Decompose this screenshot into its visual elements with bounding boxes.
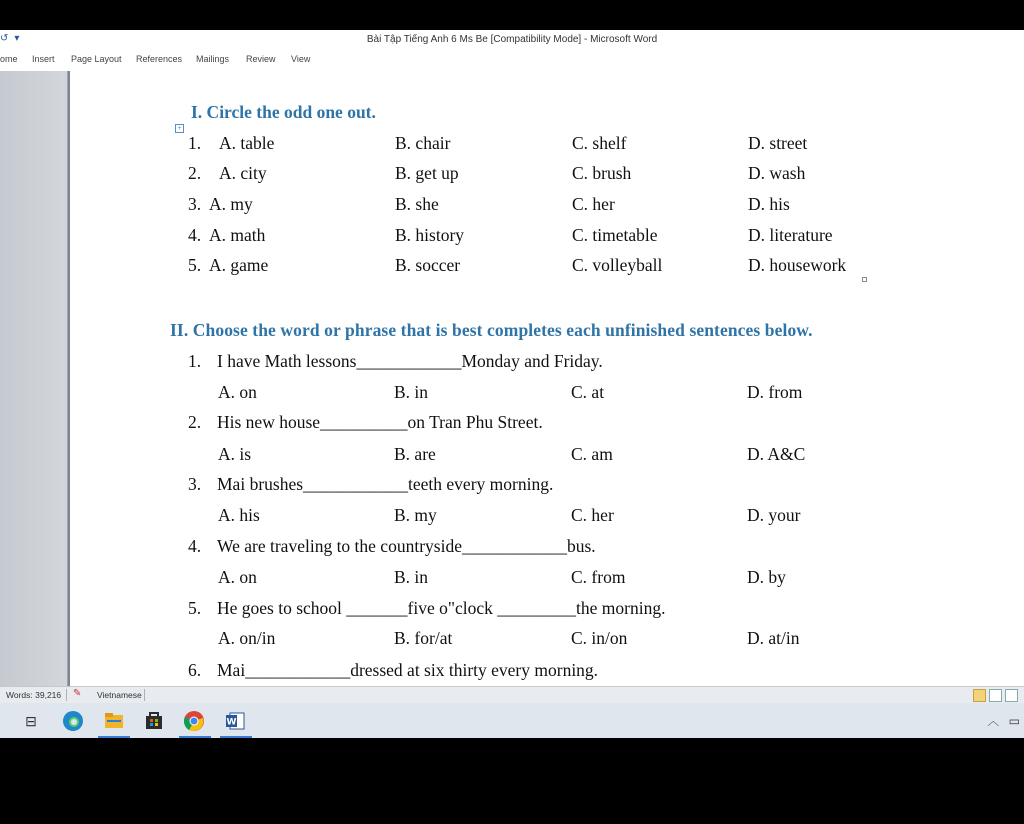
window-title: Bài Tập Tiếng Anh 6 Ms Be [Compatibility Mode] - Microsoft Word: [366, 34, 658, 45]
s2-q2-text: His new house__________on Tran Phu Street.: [217, 412, 543, 432]
s2-q1-num: 1.: [188, 351, 202, 371]
s2-q1-a: A. on: [218, 382, 257, 402]
document-workspace: [0, 71, 1024, 686]
s2-q2-d: D. A&C: [747, 444, 806, 464]
customize-qat-icon[interactable]: ▾: [14, 33, 20, 44]
s2-q3-text: Mai brushes____________teeth every morning.: [217, 474, 554, 494]
s2-q4-d: D. by: [747, 567, 786, 587]
s2-q2-a: A. is: [218, 444, 252, 464]
section1-heading: I. Circle the odd one out.: [191, 102, 376, 122]
s1-row1-c: C. shelf: [572, 133, 627, 153]
s2-q4-text: We are traveling to the countryside____________bus.: [217, 536, 596, 556]
print-layout-icon[interactable]: [973, 689, 986, 702]
s1-row3-c: C. her: [572, 194, 615, 214]
s1-row3-d: D. his: [748, 194, 790, 214]
view-buttons: [970, 689, 1018, 704]
tab-review[interactable]: Review: [246, 54, 276, 64]
s1-row4-b: B. history: [395, 225, 465, 245]
task-view-icon[interactable]: ⊟: [25, 713, 37, 729]
edge-icon[interactable]: [62, 710, 84, 732]
s2-q5-d: D. at/in: [747, 628, 800, 648]
section2-heading: II. Choose the word or phrase that is best completes each unfinished sentences below.: [170, 320, 813, 340]
s1-row4-num: 4.: [188, 225, 202, 245]
s1-row5-a: A. game: [209, 255, 269, 275]
store-icon[interactable]: [143, 710, 165, 732]
s2-q1-c: C. at: [571, 382, 605, 402]
left-gutter: [0, 71, 67, 686]
s2-q2-b: B. are: [394, 444, 436, 464]
s2-q5-c: C. in/on: [571, 628, 628, 648]
file-explorer-icon[interactable]: [103, 710, 125, 732]
s1-row5-b: B. soccer: [395, 255, 461, 275]
s1-row1-num: 1.: [188, 133, 202, 153]
s1-row2-d: D. wash: [748, 163, 806, 183]
tab-page-layout[interactable]: Page Layout: [71, 54, 122, 64]
chrome-icon[interactable]: [183, 710, 205, 732]
s1-row2-b: B. get up: [395, 163, 459, 183]
s1-row1-d: D. street: [748, 133, 808, 153]
s1-row4-a: A. math: [209, 225, 266, 245]
tab-mailings[interactable]: Mailings: [196, 54, 230, 64]
tab-references[interactable]: References: [136, 54, 183, 64]
svg-text:W: W: [226, 717, 237, 728]
s2-q2-num: 2.: [188, 412, 202, 432]
tab-view[interactable]: View: [291, 54, 311, 64]
s1-row3-a: A. my: [209, 194, 253, 214]
table-move-handle-icon[interactable]: +: [175, 124, 184, 133]
proofing-icon[interactable]: ✎: [73, 688, 82, 699]
s2-q3-c: C. her: [571, 505, 614, 525]
word-count[interactable]: Words: 39,216: [6, 690, 62, 700]
ribbon-tabs: [0, 51, 1024, 72]
s2-q5-a: A. on/in: [218, 628, 276, 648]
s1-row4-c: C. timetable: [572, 225, 658, 245]
word-icon[interactable]: [224, 710, 246, 732]
undo-icon[interactable]: ↺: [0, 33, 9, 44]
s1-row4-d: D. literature: [748, 225, 833, 245]
s1-row3-b: B. she: [395, 194, 439, 214]
s2-q4-c: C. from: [571, 567, 626, 587]
s2-q1-b: B. in: [394, 382, 429, 402]
tab-home[interactable]: ome: [0, 54, 18, 64]
system-tray: [987, 712, 1020, 729]
s2-q6-num: 6.: [188, 660, 202, 680]
taskbar: [0, 703, 1024, 738]
s1-row3-num: 3.: [188, 194, 202, 214]
title-bar: [0, 30, 1024, 51]
s1-row1-b: B. chair: [395, 133, 451, 153]
tab-insert[interactable]: Insert: [32, 54, 55, 64]
status-bar: [0, 686, 1024, 704]
s2-q4-num: 4.: [188, 536, 202, 556]
s2-q1-d: D. from: [747, 382, 803, 402]
s2-q6-text: Mai____________dressed at six thirty every morning.: [217, 660, 599, 680]
s1-row2-c: C. brush: [572, 163, 632, 183]
s2-q2-c: C. am: [571, 444, 613, 464]
s2-q5-b: B. for/at: [394, 628, 453, 648]
s1-row5-d: D. housework: [748, 255, 847, 275]
s1-row1-a: A. table: [219, 133, 275, 153]
web-layout-icon[interactable]: [1005, 689, 1018, 702]
s2-q4-a: A. on: [218, 567, 257, 587]
s1-row5-num: 5.: [188, 255, 202, 275]
word-window: [0, 30, 1024, 738]
full-screen-reading-icon[interactable]: [989, 689, 1002, 702]
s2-q3-d: D. your: [747, 505, 801, 525]
s2-q4-b: B. in: [394, 567, 429, 587]
s2-q1-text: I have Math lessons____________Monday and Friday.: [217, 351, 603, 371]
document-page[interactable]: [68, 71, 1024, 686]
table-end-mark: [862, 277, 867, 282]
s2-q5-num: 5.: [188, 598, 202, 618]
s2-q3-b: B. my: [394, 505, 437, 525]
s1-row5-c: C. volleyball: [572, 255, 663, 275]
s1-row2-a: A. city: [219, 163, 267, 183]
s1-row2-num: 2.: [188, 163, 202, 183]
language-indicator[interactable]: Vietnamese: [97, 690, 142, 700]
chevron-up-icon[interactable]: ︿: [987, 714, 1000, 728]
s2-q3-num: 3.: [188, 474, 202, 494]
battery-icon[interactable]: ▭: [1008, 714, 1020, 728]
s2-q3-a: A. his: [218, 505, 260, 525]
s2-q5-text: He goes to school _______five o"clock _________the morning.: [217, 598, 666, 618]
